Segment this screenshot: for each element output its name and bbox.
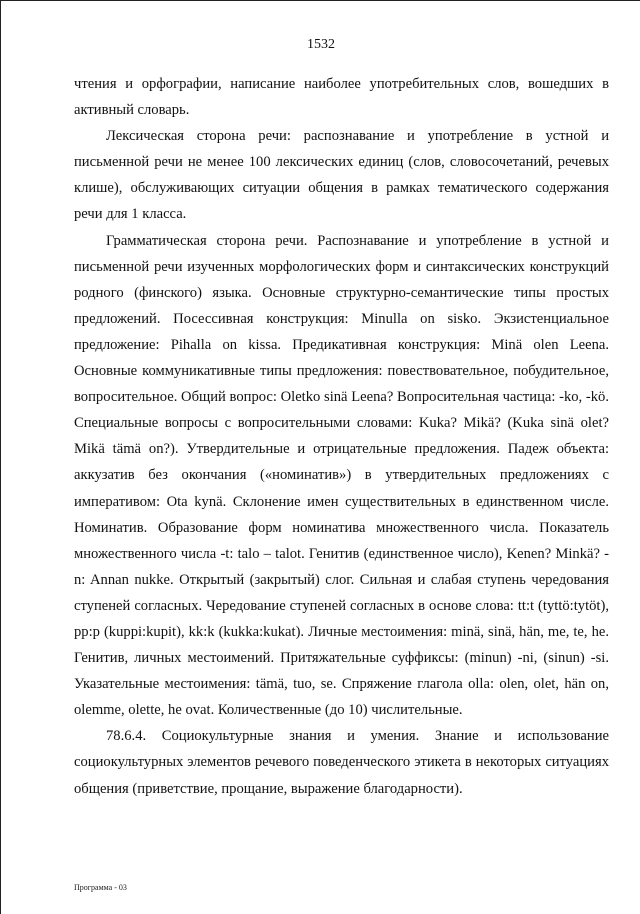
body-text <box>74 71 609 802</box>
paragraph-lexical: Лексическая сторона речи: распознавание и употребление в устной и письменной речи не менее 100 лексических единиц (слов, словосочетаний, речевых клише), обслуживающих ситуации общения в рамках тематического содержания речи для 1 класса. <box>74 128 609 223</box>
paragraph-grammar: Грамматическая сторона речи. Распознавание и употребление в устной и письменной речи изученных морфологических форм и синтаксических конструкций родного (финского) языка. Основные структурно-семантические типы простых предложений. Посессивная конструкция: Minulla on sisko. Экзистенциальное предложение: Pihalla on kissa. Предикативная конструкция: Minä olen Leena. Основные коммуникативные типы предложения: повествовательное, побудительное, вопросительное. Общий вопрос: Oletko sinä Leena? Вопросительная частица: -ko, -kö. Специальные вопросы с вопросительными словами: Kuka? Mikä? (Kuka sinä olet? Mikä tämä on?). Утвердительные и отрицательные предложения. Падеж объекта: аккузатив без окончания («номинатив») в утвердительных предложениях с императивом: Ota kynä. Склонение имен существительных в единственном числе. Номинатив. Образование форм номинатива множественного числа. Показатель множественного числа -t: talo – talot. Генитив (единственное число), Kenen? Minkä? -n: Annan nukke. Открытый (закрытый) слог. Сильная и слабая ступень чередования ступеней согласных. Чередование ступеней согласных в основе слова: tt:t (tyttö:tytöt), pp:p (kuppi:kupit), kk:k (kukka:kukat). Личные местоимения: minä, sinä, hän, me, te, he. Генитив, личных местоимений. Притяжательные суффиксы: (minun) -ni, (sinun) -si. Указательные местоимения: tämä, tuo, se. Спряжение глагола olla: olen, olet, hän on, olemme, olette, he ovat. Количественные (до 10) числительные. <box>74 232 609 719</box>
paragraph-continuation: чтения и орфографии, написание наиболее употребительных слов, вошедших в активный словарь. <box>74 76 609 119</box>
page-number: 1532 <box>307 37 335 52</box>
footer-label: Программа - 03 <box>74 883 127 892</box>
paragraph-sociocultural: 78.6.4. Социокультурные знания и умения. Знание и использование социокультурных элементов речевого поведенческого этикета в некоторых ситуациях общения (приветствие, прощание, выражение благодарности). <box>74 728 609 797</box>
